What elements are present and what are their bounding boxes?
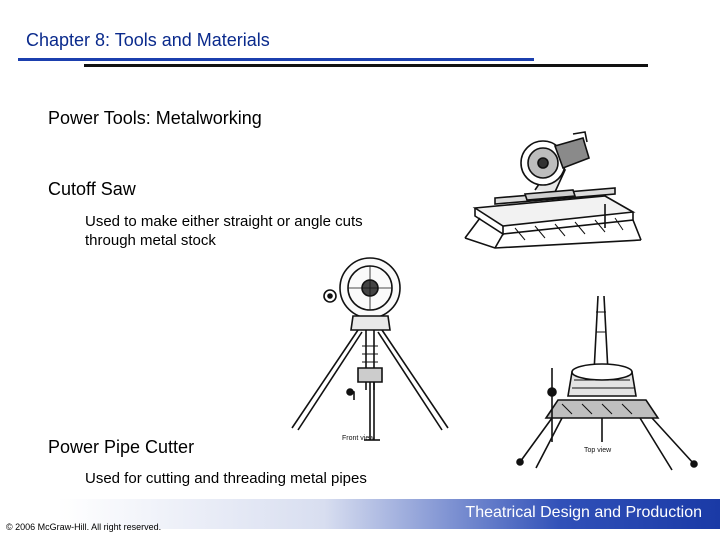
header-rule-blue (18, 58, 534, 61)
cutoff-saw-illustration (455, 128, 645, 250)
cutoff-saw-heading: Cutoff Saw (48, 179, 136, 199)
footer-title: Theatrical Design and Production (465, 504, 702, 521)
pipe-cutter-heading: Power Pipe Cutter (48, 437, 195, 457)
copyright-notice: © 2006 McGraw-Hill. All right reserved. (6, 522, 162, 532)
chapter-title: Chapter 8: Tools and Materials (26, 30, 270, 50)
cutoff-saw-description-line-2: through metal stock (85, 232, 216, 249)
header-rule-black (84, 64, 648, 67)
pipe-cutter-top-illustration (512, 292, 708, 480)
front-view-label: Front view (342, 435, 375, 442)
top-view-label: Top view (584, 447, 612, 454)
cutoff-saw-description-line-1: Used to make either straight or angle cuts (85, 213, 363, 230)
pipe-cutter-description (85, 469, 367, 488)
cutoff-saw-description (85, 212, 363, 250)
pipe-cutter-description-line-1: Used for cutting and threading metal pipes (85, 470, 367, 487)
slide-heading: Power Tools: Metalworking (48, 108, 262, 128)
pipe-cutter-front-illustration (278, 250, 468, 465)
